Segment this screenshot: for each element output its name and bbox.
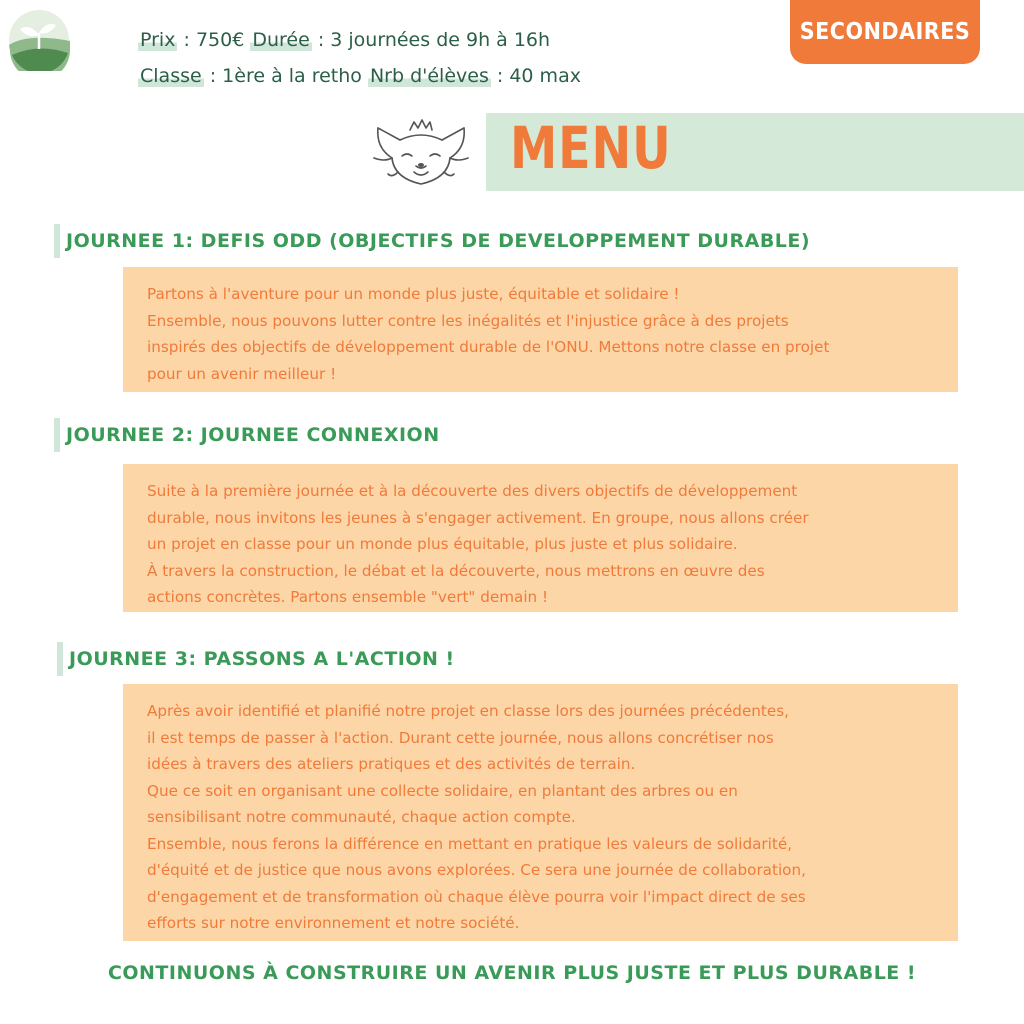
info-row-price-duration [138,22,581,58]
price-value: : 750€ [177,29,251,51]
day3-line: d'engagement et de transformation où chaque élève pourra voir l'impact direct de ses [147,887,806,906]
duration-value: : 3 journées de 9h à 16h [311,29,551,51]
students-label: Nrb d'élèves [369,65,489,87]
day1-line: Partons à l'aventure pour un monde plus juste, équitable et solidaire ! [147,285,680,303]
class-value: : 1ère à la retho [203,65,368,87]
day3-heading: JOURNEE 3: PASSONS A L'ACTION ! [57,642,455,676]
day1-description [123,267,958,392]
course-info [138,22,581,94]
class-label: Classe [140,65,202,87]
day1-heading: JOURNEE 1: DEFIS ODD (OBJECTIFS DE DEVELOPPEMENT DURABLE) [54,224,810,258]
day1-line: Ensemble, nous pouvons lutter contre les inégalités et l'injustice grâce à des projets [147,311,789,330]
level-badge: SECONDAIRES [790,0,980,64]
day3-line: efforts sur notre environnement et notre société. [147,914,520,932]
fox-illustration-icon [370,112,472,192]
duration-label: Durée [252,29,310,51]
day2-line: À travers la construction, le débat et la découverte, nous mettrons en œuvre des [147,561,765,580]
day1-line: pour un avenir meilleur ! [147,364,337,383]
day2-line: durable, nous invitons les jeunes à s'engager activement. En groupe, nous allons créer [147,508,809,527]
day3-line: idées à travers des ateliers pratiques et des activités de terrain. [147,755,636,773]
day3-line: d'équité et de justice que nous avons explorées. Ce sera une journée de collaboration, [147,861,806,879]
students-value: : 40 max [490,65,581,87]
info-row-class-students [138,58,581,94]
day1-line: inspirés des objectifs de développement durable de l'ONU. Mettons notre classe en projet [147,338,830,356]
menu-title: MENU [510,114,672,182]
day2-line: Suite à la première journée et à la découverte des divers objectifs de développement [147,482,798,500]
day3-line: Après avoir identifié et planifié notre projet en classe lors des journées précédentes, [147,702,789,720]
leaf-logo-icon [8,9,70,71]
day3-line: il est temps de passer à l'action. Durant cette journée, nous allons concrétiser nos [147,728,774,747]
footer-slogan: CONTINUONS À CONSTRUIRE UN AVENIR PLUS JUSTE ET PLUS DURABLE ! [107,962,917,984]
price-label: Prix [140,29,176,51]
day3-line: sensibilisant notre communauté, chaque action compte. [147,808,576,826]
day2-line: actions concrètes. Partons ensemble "vert" demain ! [147,588,549,606]
day3-line: Ensemble, nous ferons la différence en mettant en pratique les valeurs de solidarité, [147,834,793,853]
day3-description [123,684,958,941]
day2-description [123,464,958,612]
day2-line: un projet en classe pour un monde plus équitable, plus juste et plus solidaire. [147,535,738,553]
day2-heading: JOURNEE 2: JOURNEE CONNEXION [54,418,440,452]
day3-line: Que ce soit en organisant une collecte solidaire, en plantant des arbres ou en [147,781,738,800]
